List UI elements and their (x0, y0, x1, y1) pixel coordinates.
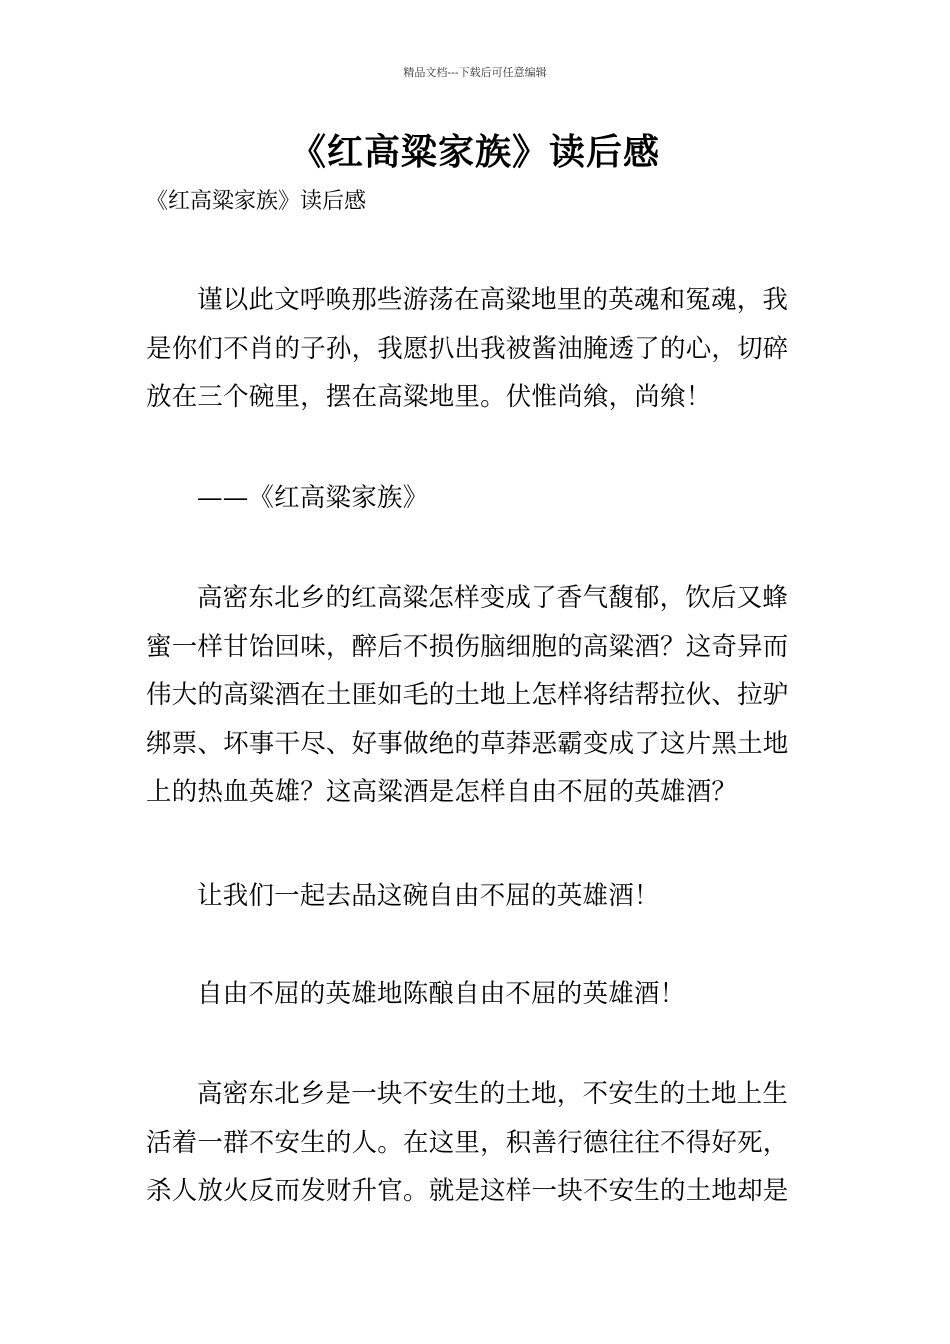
document-subtitle: 《红高粱家族》读后感 (146, 189, 367, 214)
paragraph-text: 让我们一起去品这碗自由不屈的英雄酒！ (197, 881, 660, 911)
header-note: 精品文档---下载后可任意编辑 (403, 66, 547, 79)
paragraph-question (146, 574, 808, 817)
paragraph-text: 自由不屈的英雄地陈酿自由不屈的英雄酒！ (197, 979, 686, 1009)
paragraph-text: 谨以此文呼唤那些游荡在高粱地里的英魂和冤魂，我是你们不肖的子孙，我愿扒出我被酱油腌透了的心，切碎放在三个碗里，摆在高粱地里。伏惟尚飨，尚飨！ (146, 285, 789, 412)
paragraph-text: 高密东北乡是一块不安生的土地，不安生的土地上生活着一群不安生的人。在这里，积善行德往往不得好死，杀人放火反而发财升官。就是这样一块不安生的土地却是 (146, 1079, 789, 1206)
paragraph-text: ——《红高粱家族》 (197, 483, 429, 513)
document-title: 《红高粱家族》读后感 (289, 131, 660, 173)
paragraph-attribution (146, 474, 808, 523)
paragraph-dedication (146, 276, 808, 422)
paragraph-text: 高密东北乡的红高粱怎样变成了香气馥郁，饮后又蜂蜜一样甘饴回味，醉后不损伤脑细胞的高粱酒？这奇异而伟大的高粱酒在土匪如毛的土地上怎样将结帮拉伙、拉驴绑票、坏事干尽、好事做绝的草莽恶霸变成了这片黑土地上的热血英雄？这高粱酒是怎样自由不屈的英雄酒？ (146, 583, 789, 807)
paragraph-land (146, 1070, 808, 1216)
paragraph-statement (146, 970, 808, 1019)
paragraph-invitation (146, 872, 808, 921)
